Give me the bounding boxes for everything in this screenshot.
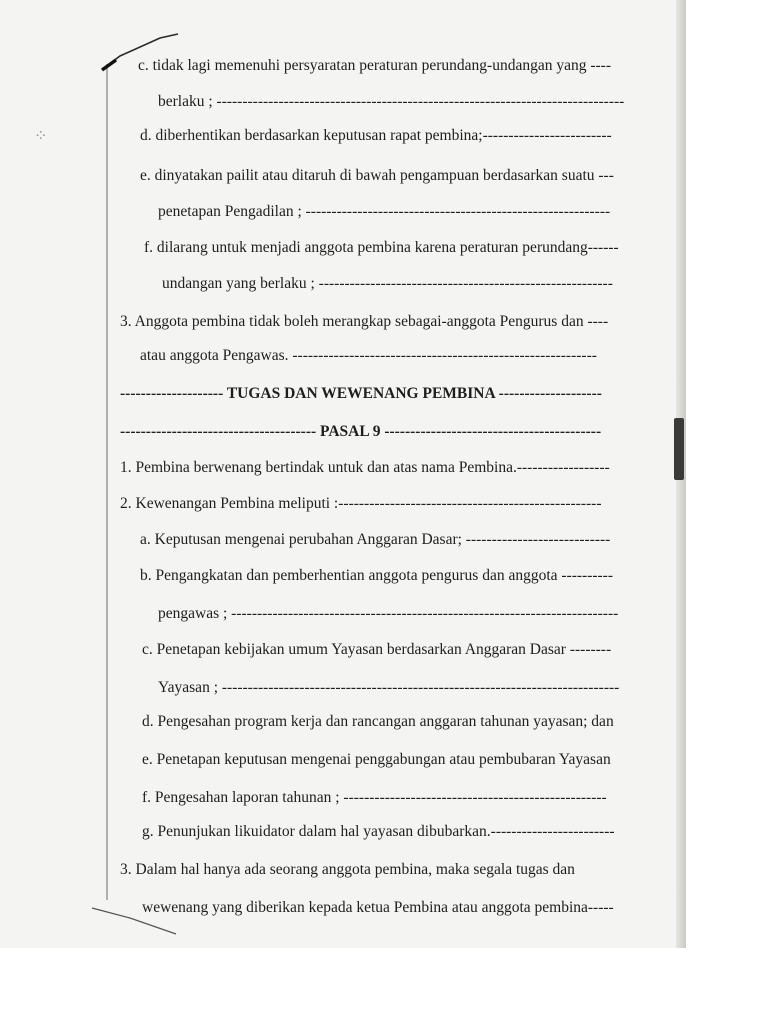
text-line: c. Penetapan kebijakan umum Yayasan berdasarkan Anggaran Dasar -------- [142, 641, 612, 658]
text-line: e. Penetapan keputusan mengenai penggabungan atau pembubaran Yayasan [142, 751, 611, 768]
text-line: e. dinyatakan pailit atau ditaruh di bawah pengampuan berdasarkan suatu --- [140, 167, 614, 184]
text-line: wewenang yang diberikan kepada ketua Pembina atau anggota pembina----- [142, 899, 614, 916]
text-line: 2. Kewenangan Pembina meliputi :--------------------------------------------------- [120, 495, 602, 512]
text-line: undangan yang berlaku ; --------------------------------------------------------- [162, 275, 613, 292]
text-line: f. Pengesahan laporan tahunan ; --------------------------------------------------- [142, 789, 607, 806]
article-heading: -------------------------------------- PASAL 9 ------------------------------------------ [120, 423, 602, 440]
text-line: g. Penunjukan likuidator dalam hal yayasan dibubarkan.------------------------ [142, 823, 615, 840]
text-line: 1. Pembina berwenang bertindak untuk dan atas nama Pembina.------------------ [120, 459, 610, 476]
text-line: 3. Anggota pembina tidak boleh merangkap sebagai-anggota Pengurus dan ---- [120, 313, 609, 330]
text-line: d. Pengesahan program kerja dan rancangan anggaran tahunan yayasan; dan [142, 713, 614, 730]
section-heading: -------------------- TUGAS DAN WEWENANG PEMBINA -------------------- [120, 385, 602, 402]
text-line: f. dilarang untuk menjadi anggota pembina karena peraturan perundang------ [144, 239, 619, 256]
text-line: pengawas ; --------------------------------------------------------------------------- [158, 605, 619, 622]
text-line: berlaku ; ------------------------------------------------------------------------------- [158, 93, 625, 110]
text-line: d. diberhentikan berdasarkan keputusan rapat pembina;------------------------- [140, 127, 612, 144]
ink-smudge-icon: ⁘ [34, 126, 48, 145]
text-line: penetapan Pengadilan ; ----------------------------------------------------------- [158, 203, 611, 220]
text-line: atau anggota Pengawas. ----------------------------------------------------------- [140, 347, 597, 364]
text-line: c. tidak lagi memenuhi persyaratan peraturan perundang-undangan yang ---- [138, 57, 611, 74]
text-line: Yayasan ; ----------------------------------------------------------------------------- [158, 679, 620, 696]
text-line: 3. Dalam hal hanya ada seorang anggota pembina, maka segala tugas dan [120, 861, 575, 878]
text-line: b. Pengangkatan dan pemberhentian anggota pengurus dan anggota ---------- [140, 567, 613, 584]
text-line: a. Keputusan mengenai perubahan Anggaran Dasar; ---------------------------- [140, 531, 611, 548]
